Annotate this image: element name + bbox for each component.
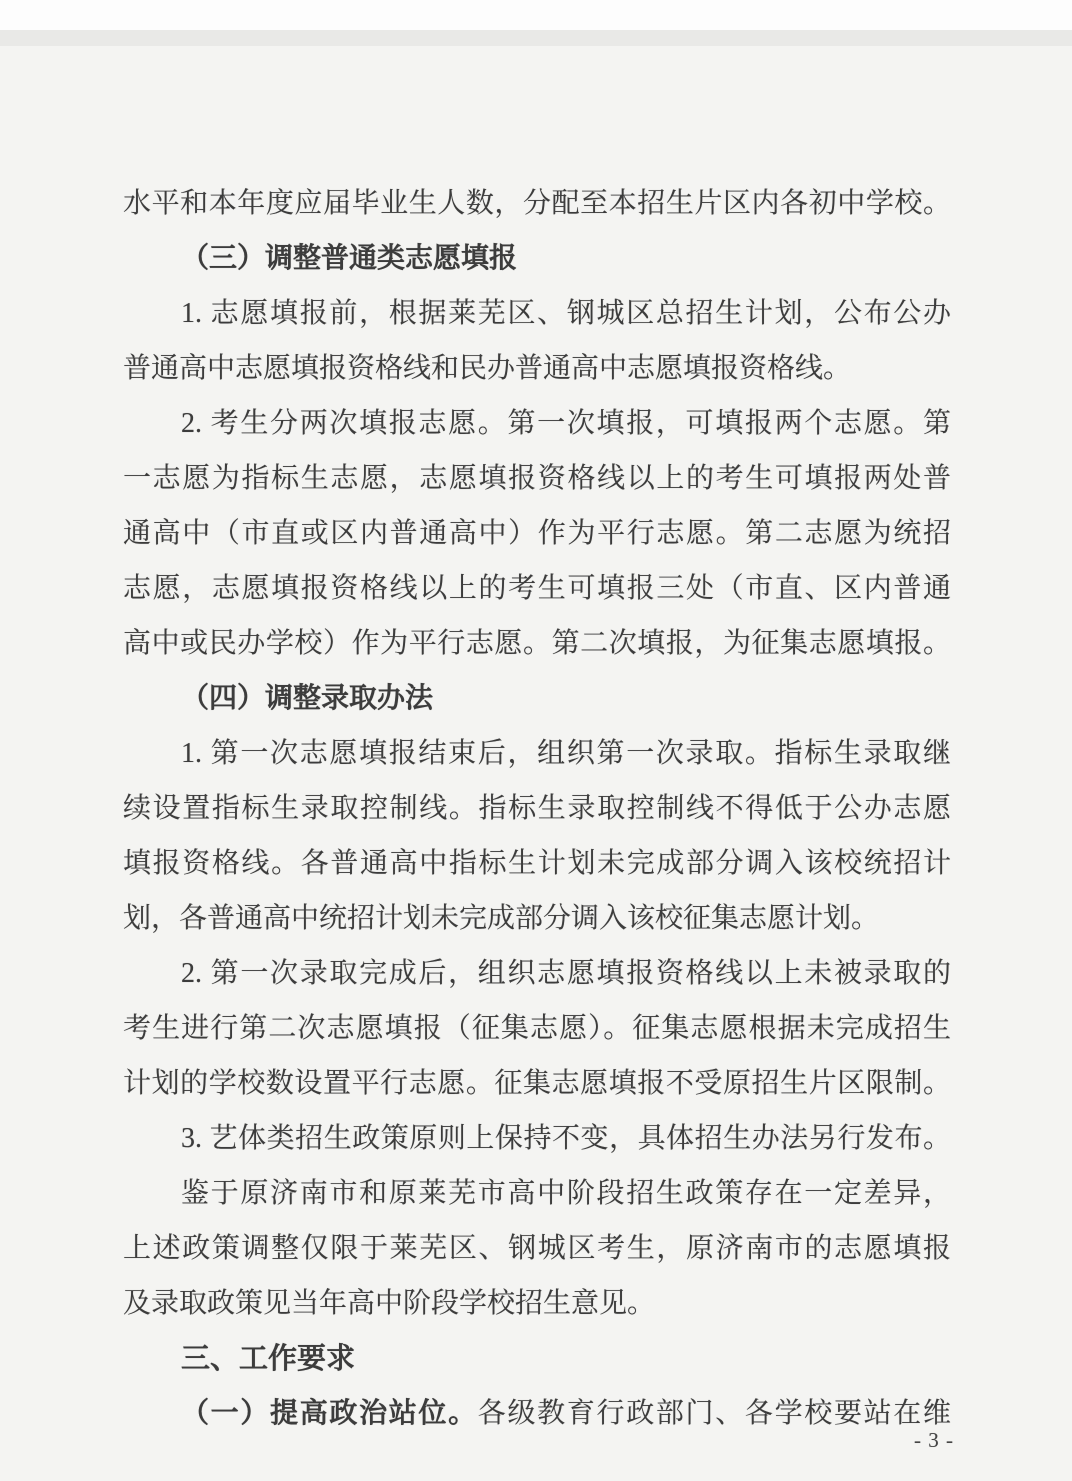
text-line: 3. 艺体类招生政策原则上保持不变，具体招生办法另行发布。 [181, 1123, 951, 1154]
text-line: 1. 第一次志愿填报结束后，组织第一次录取。指标生录取继 [181, 738, 951, 769]
page-number: - 3 - [914, 1428, 954, 1452]
text-line: 划，各普通高中统招计划未完成部分调入该校征集志愿计划。 [123, 903, 880, 934]
text-line: 上述政策调整仅限于莱芜区、钢城区考生，原济南市的志愿填报 [123, 1233, 951, 1264]
document-content [123, 176, 951, 1441]
text-line: 填报资格线。各普通高中指标生计划未完成部分调入该校统招计 [123, 848, 951, 879]
section-heading: 三、工作要求 [181, 1341, 356, 1375]
text-line: 计划的学校数设置平行志愿。征集志愿填报不受原招生片区限制。 [123, 1068, 951, 1099]
text-line: 续设置指标生录取控制线。指标生录取控制线不得低于公办志愿 [123, 793, 951, 824]
bold-lead-text: （一）提高政治站位。 [181, 1398, 478, 1429]
text-line: 1. 志愿填报前，根据莱芜区、钢城区总招生计划，公布公办 [181, 298, 951, 329]
text-line: 及录取政策见当年高中阶段学校招生意见。 [123, 1288, 656, 1319]
text-line: 普通高中志愿填报资格线和民办普通高中志愿填报资格线。 [123, 353, 852, 384]
text-line: 2. 第一次录取完成后，组织志愿填报资格线以上未被录取的 [181, 958, 951, 989]
scan-divider-band [0, 30, 1072, 46]
text-line: 2. 考生分两次填报志愿。第一次填报，可填报两个志愿。第 [181, 408, 951, 439]
text-line: 志愿，志愿填报资格线以上的考生可填报三处（市直、区内普通 [123, 573, 951, 604]
section-heading: （四）调整录取办法 [181, 683, 434, 714]
text-line: 高中或民办学校）作为平行志愿。第二次填报，为征集志愿填报。 [123, 628, 951, 659]
text-line: 一志愿为指标生志愿，志愿填报资格线以上的考生可填报两处普 [123, 463, 951, 494]
text-line: 水平和本年度应届毕业生人数，分配至本招生片区内各初中学校。 [123, 188, 951, 219]
scan-top-band [0, 0, 1072, 30]
text-line: 鉴于原济南市和原莱芜市高中阶段招生政策存在一定差异， [181, 1178, 951, 1209]
text-line: （一）提高政治站位。各级教育行政部门、各学校要站在维 [181, 1398, 951, 1429]
text-line: 考生进行第二次志愿填报（征集志愿）。征集志愿根据未完成招生 [123, 1013, 951, 1044]
text-line: 通高中（市直或区内普通高中）作为平行志愿。第二志愿为统招 [123, 518, 951, 549]
section-heading: （三）调整普通类志愿填报 [181, 243, 518, 274]
